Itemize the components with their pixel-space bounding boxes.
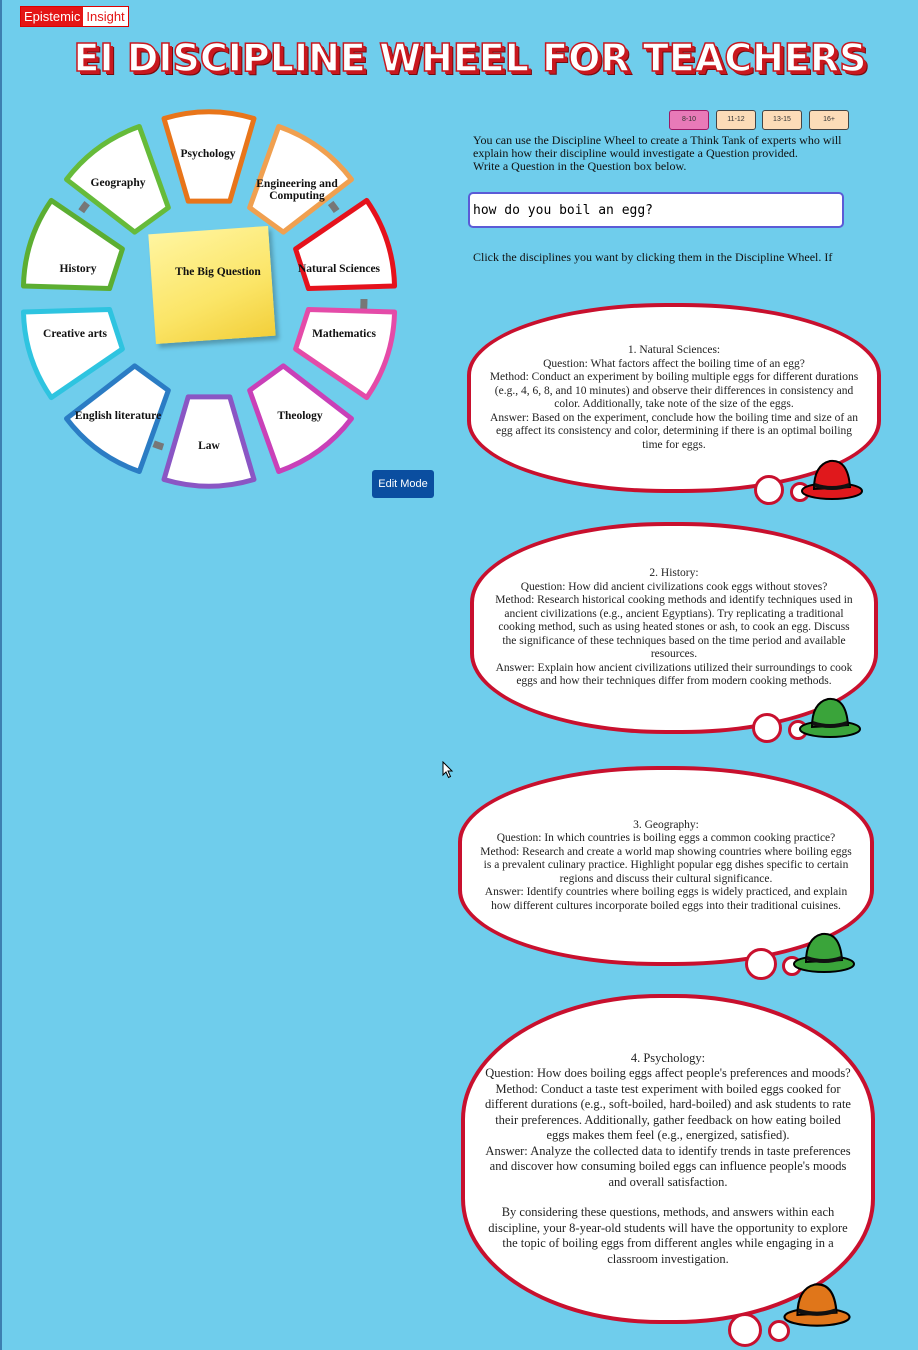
wheel-segment-psychology[interactable]: Psychology: [180, 148, 236, 160]
window-edge: [0, 0, 2, 1350]
response-method: Method: Research historical cooking methods and identify techniques used in ancient civilizations (e.g., ancient Egyptians). Try replicating a traditional cooking method, such as using heated stones or ash, to cook an egg. Discuss the significance of these techniques based on the time period and available resources.: [495, 594, 853, 661]
age-button-11-12[interactable]: 11-12: [716, 110, 756, 130]
question-input[interactable]: [468, 192, 844, 228]
wheel-segment-natural-sciences[interactable]: Natural Sciences: [297, 263, 381, 275]
big-question-label[interactable]: The Big Question: [175, 266, 261, 278]
response-answer: Answer: Analyze the collected data to identify trends in taste preferences and discover how consuming boiled eggs can influence people's moods and overall satisfaction.: [485, 1143, 851, 1189]
age-button-13-15[interactable]: 13-15: [762, 110, 802, 130]
response-question: Question: How does boiling eggs affect people's preferences and moods?: [485, 1066, 851, 1081]
logo-part2: Insight: [83, 7, 127, 26]
intro-line2: Write a Question in the Question box below.: [473, 159, 687, 173]
response-question: Question: How did ancient civilizations cook eggs without stoves?: [520, 580, 828, 593]
discipline-wheel: [18, 108, 400, 490]
red-hat-icon: [800, 455, 864, 503]
mouse-cursor-icon: [442, 761, 454, 779]
response-method: Method: Conduct a taste test experiment with boiled eggs cooked for different durations (e.g., soft-boiled, hard-boiled) and ask students to rate their preferences. Additionally, gather feedback on how eating boiled eggs makes them feel (e.g., energized, satisfied).: [485, 1081, 851, 1143]
wheel-segment-geography[interactable]: Geography: [90, 177, 146, 189]
age-button-16-plus[interactable]: 16+: [809, 110, 849, 130]
orange-hat-icon: [782, 1278, 852, 1330]
intro-line1: You can use the Discipline Wheel to create a Think Tank of experts who will explain how their discipline would investigate a Question provided.: [473, 133, 842, 160]
response-closing: By considering these questions, methods, and answers within each discipline, your 8-year-old students will have the opportunity to explore the topic of boiling eggs from different angles while engaging in a classroom investigation.: [488, 1205, 848, 1266]
thought-circle-large: [728, 1313, 762, 1347]
green-hat-icon: [792, 928, 856, 976]
epistemic-insight-logo[interactable]: [20, 6, 129, 27]
response-heading: 1. Natural Sciences:: [627, 344, 721, 356]
instruction-text: Click the disciplines you want by clicking them in the Discipline Wheel. If: [473, 251, 833, 264]
response-method: Method: Conduct an experiment by boiling multiple eggs for different durations (e.g., 4, 6, 8, and 10 minutes) and observe their differences in consistency and color. Additionally, take note of the size of the eggs.: [489, 371, 859, 410]
page-title: EI DISCIPLINE WHEEL FOR TEACHERS: [73, 36, 867, 80]
sticky-note-icon: [148, 226, 275, 344]
age-button-8-10[interactable]: 8-10: [669, 110, 709, 130]
thought-circle-large: [754, 475, 784, 505]
response-heading: 2. History:: [649, 567, 699, 580]
thought-circle-large: [745, 948, 777, 980]
response-bubble-psychology: [461, 994, 875, 1324]
spacer: [485, 1190, 851, 1205]
response-question: Question: What factors affect the boiling time of an egg?: [543, 357, 805, 370]
wheel-segment-english-literature[interactable]: English literature: [74, 410, 162, 422]
thought-circle-large: [752, 713, 782, 743]
intro-text: [473, 134, 873, 173]
wheel-segment-theology[interactable]: Theology: [277, 410, 323, 422]
wheel-segment-mathematics[interactable]: Mathematics: [312, 328, 376, 340]
response-heading: 3. Geography:: [633, 818, 699, 831]
wheel-segment-law[interactable]: Law: [198, 440, 220, 452]
response-answer: Answer: Explain how ancient civilizations utilized their surroundings to cook eggs and how their techniques differ from modern cooking methods.: [495, 661, 853, 688]
edit-mode-button[interactable]: Edit Mode: [372, 470, 434, 498]
response-question: Question: In which countries is boiling eggs a common cooking practice?: [496, 832, 836, 845]
response-method: Method: Research and create a world map showing countries where boiling eggs is a prevalent culinary practice. Highlight popular egg dishes specific to certain regions and discuss their cultural significance.: [480, 845, 852, 885]
wheel-segment-creative-arts[interactable]: Creative arts: [43, 328, 107, 340]
response-heading: 4. Psychology:: [630, 1050, 706, 1065]
logo-part1: Epistemic: [21, 7, 83, 26]
green-hat-icon: [798, 693, 862, 741]
response-answer: Answer: Identify countries where boiling eggs is widely practiced, and explain how different cultures incorporate boiled eggs into their traditional cuisines.: [484, 886, 848, 912]
response-answer: Answer: Based on the experiment, conclude how the boiling time and size of an egg affect its consistency and color, determining if there is an optimal boiling time for eggs.: [490, 411, 858, 451]
wheel-segment-history[interactable]: History: [59, 263, 97, 275]
wheel-segment-engineering[interactable]: Engineering and Computing: [256, 178, 338, 202]
